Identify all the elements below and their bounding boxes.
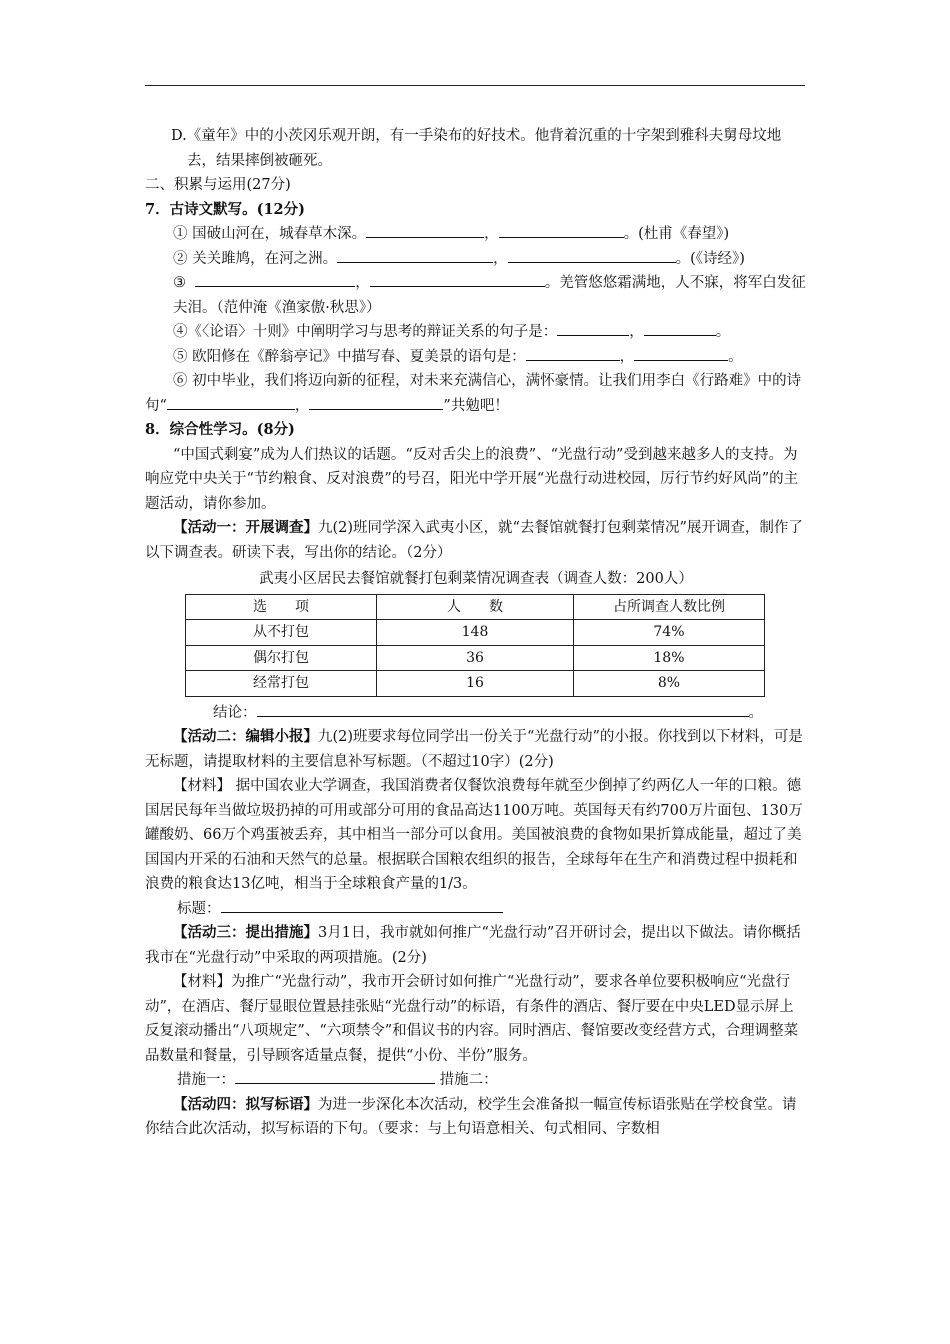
- activity-2-tag: 【活动二：编辑小报】: [173, 728, 318, 745]
- document-body: [145, 124, 807, 1142]
- survey-table: [185, 594, 765, 697]
- q7-line-2-text: ② 关关雎鸠，在河之洲。: [173, 250, 338, 267]
- conclusion-label: 结论：: [213, 704, 257, 721]
- activity-2-material-text: 据中国农业大学调查，我国消费者仅餐饮浪费每年就至少倒掉了约两亿人一年的口粮。德国居民每年当做垃圾扔掉的可用或部分可用的食品高达1100万吨。英国每天有约700万片面包、130万罐酸奶、66万个鸡蛋被丢弃，其中相当一部分可以食用。美国被浪费的食物如果折算成能量，超过了美国国内开采的石油和天然气的总量。根据联合国粮农组织的报告，全球每年在生产和消费过程中损耗和浪费的粮食达13亿吨，相当于全球粮食产量的1/3。: [145, 778, 803, 892]
- measures-line: [145, 1068, 807, 1093]
- q7-line-5-text: ⑤ 欧阳修在《醉翁亭记》中描写春、夏美景的语句是：: [173, 348, 526, 365]
- conclusion-blank[interactable]: [257, 701, 749, 717]
- activity-1: [145, 516, 807, 565]
- table-header-row: [186, 594, 765, 620]
- activity-3: [145, 921, 807, 970]
- measure-1-blank[interactable]: [235, 1068, 435, 1084]
- q7-line-2-source: 。(《诗经》): [675, 250, 745, 267]
- activity-1-text: 九(2)班同学深入武夷小区，就“去餐馆就餐打包剩菜情况”展开调查，制作了以下调查表。研读下表，写出你的结论。（2分）: [145, 520, 803, 561]
- activity-3-material-text: 为推广“光盘行动”，我市开会研讨如何推广“光盘行动”，要求各单位要积极响应“光盘行动”，在酒店、餐厅显眼位置悬挂张贴“光盘行动”的标语，有条件的酒店、餐厅要在中央LED显示屏上反复滚动播出“八项规定”、“六项禁令”和倡议书的内容。同时酒店、餐馆要改变经营方式，合理调整菜品数量和餐量，引导顾客适量点餐，提供“小份、半份”服务。: [145, 974, 799, 1064]
- comma: ，: [619, 348, 635, 365]
- table-row: [186, 671, 765, 697]
- q7-line-1: [145, 222, 807, 247]
- q7-line-3: [145, 271, 807, 320]
- activity-4: [145, 1093, 807, 1142]
- period: 。: [728, 348, 743, 365]
- header-rule: [145, 85, 805, 86]
- q7-line-5: [145, 345, 807, 370]
- table-cell: 148: [377, 620, 574, 646]
- comma: ，: [355, 275, 370, 291]
- section-two-heading: 二、积累与运用(27分): [145, 177, 291, 193]
- q8-intro: “中国式剩宴”成为人们热议的话题。“反对舌尖上的浪费”、“光盘行动”受到越来越多人的支持。为响应党中央关于“节约粮食、反对浪费”的号召，阳光中学开展“光盘行动进校园，厉行节约好风尚”的主题活动，请你参加。: [145, 446, 799, 512]
- activity-4-text: 为进一步深化本次活动，校学生会准备拟一幅宣传标语张贴在学校食堂。请你结合此次活动，拟写标语的下句。（要求：与上句语意相关、句式相同、字数相: [145, 1096, 797, 1137]
- comma: ，: [629, 324, 644, 340]
- answer-blank[interactable]: [634, 345, 728, 361]
- q7-line-6-text: ⑥ 初中毕业，我们将迈向新的征程，对未来充满信心，满怀豪情。让我们用李白《行路难》中的诗句“: [145, 373, 802, 414]
- q7-line-1-source: 。(杜甫《春望》): [623, 226, 730, 242]
- activity-3-tag: 【活动三：提出措施】: [173, 924, 318, 941]
- q7-line-4: [145, 320, 807, 345]
- activity-3-text: 3月1日，我市就如何推广“光盘行动”召开研讨会，提出以下做法。请你概括我市在“光盘行动”中采取的两项措施。(2分): [145, 925, 801, 966]
- answer-blank[interactable]: [508, 247, 676, 263]
- q7-line-3-num: ③: [173, 275, 186, 291]
- comma: ，: [493, 250, 508, 267]
- comma: ，: [294, 397, 310, 414]
- table-cell: 8%: [573, 671, 764, 697]
- q7-line-4-text: ④《〈论语〉十则》中阐明学习与思考的辩证关系的句子是：: [173, 324, 558, 340]
- q7-line-1-text: ① 国破山河在，城春草木深。: [173, 226, 367, 242]
- q7-line-2: [145, 247, 807, 272]
- table-cell: 16: [377, 671, 574, 697]
- table-cell: 偶尔打包: [186, 645, 377, 671]
- answer-blank[interactable]: [309, 394, 443, 410]
- table-cell: 36: [377, 645, 574, 671]
- table-row: [186, 620, 765, 646]
- conclusion-line: [145, 701, 807, 726]
- title-line: [145, 897, 807, 922]
- title-blank[interactable]: [221, 897, 503, 913]
- answer-blank[interactable]: [195, 271, 355, 287]
- table-row: [186, 645, 765, 671]
- q7-line-6: [145, 369, 807, 418]
- answer-blank[interactable]: [526, 345, 620, 361]
- q7-line-3-text: 。羌管悠悠霜满地，人不寐，将军白发征夫泪。（范仲淹《渔家傲·秋思》）: [173, 275, 806, 316]
- answer-blank[interactable]: [337, 247, 493, 263]
- material-tag: 【材料】: [173, 974, 231, 990]
- table-cell: 18%: [573, 645, 764, 671]
- option-d: D.《童年》中的小茨冈乐观开朗，有一手染布的好技术。他背着沉重的十字架到雅科夫舅母坟地去，结果摔倒被砸死。: [171, 128, 782, 169]
- answer-blank[interactable]: [499, 222, 624, 238]
- comma: ，: [484, 226, 499, 242]
- q7-line-6-end: ”共勉吧！: [443, 397, 509, 414]
- period: 。: [715, 324, 731, 340]
- period: 。: [748, 704, 763, 721]
- title-label: 标题：: [177, 900, 221, 917]
- q7-title: 7．古诗文默写。(12分): [145, 200, 305, 218]
- activity-2: [145, 725, 807, 774]
- activity-1-tag: 【活动一：开展调查】: [173, 519, 318, 536]
- q8-title: 8．综合性学习。(8分): [145, 421, 295, 438]
- measure-2-label: 措施二：: [439, 1072, 498, 1088]
- table-caption: 武夷小区居民去餐馆就餐打包剩菜情况调查表（调查人数：200人）: [259, 571, 693, 587]
- table-cell: 74%: [573, 620, 764, 646]
- answer-blank[interactable]: [644, 320, 716, 336]
- material-tag: 【材料】: [173, 778, 231, 794]
- activity-2-material: [145, 774, 807, 897]
- activity-3-material: [145, 970, 807, 1068]
- table-cell: 从不打包: [186, 620, 377, 646]
- table-header: 占所调查人数比例: [573, 594, 764, 620]
- table-cell: 经常打包: [186, 671, 377, 697]
- table-header: 人 数: [377, 594, 574, 620]
- answer-blank[interactable]: [557, 320, 629, 336]
- table-header: 选 项: [186, 594, 377, 620]
- answer-blank[interactable]: [370, 271, 545, 287]
- activity-2-text: 九(2)班要求每位同学出一份关于“光盘行动”的小报。你找到以下材料，可是无标题，请提取材料的主要信息补写标题。（不超过10字）(2分): [145, 729, 803, 770]
- answer-blank[interactable]: [366, 222, 484, 238]
- activity-4-tag: 【活动四：拟写标语】: [173, 1095, 318, 1113]
- measure-1-label: 措施一：: [177, 1072, 235, 1088]
- answer-blank[interactable]: [167, 394, 295, 410]
